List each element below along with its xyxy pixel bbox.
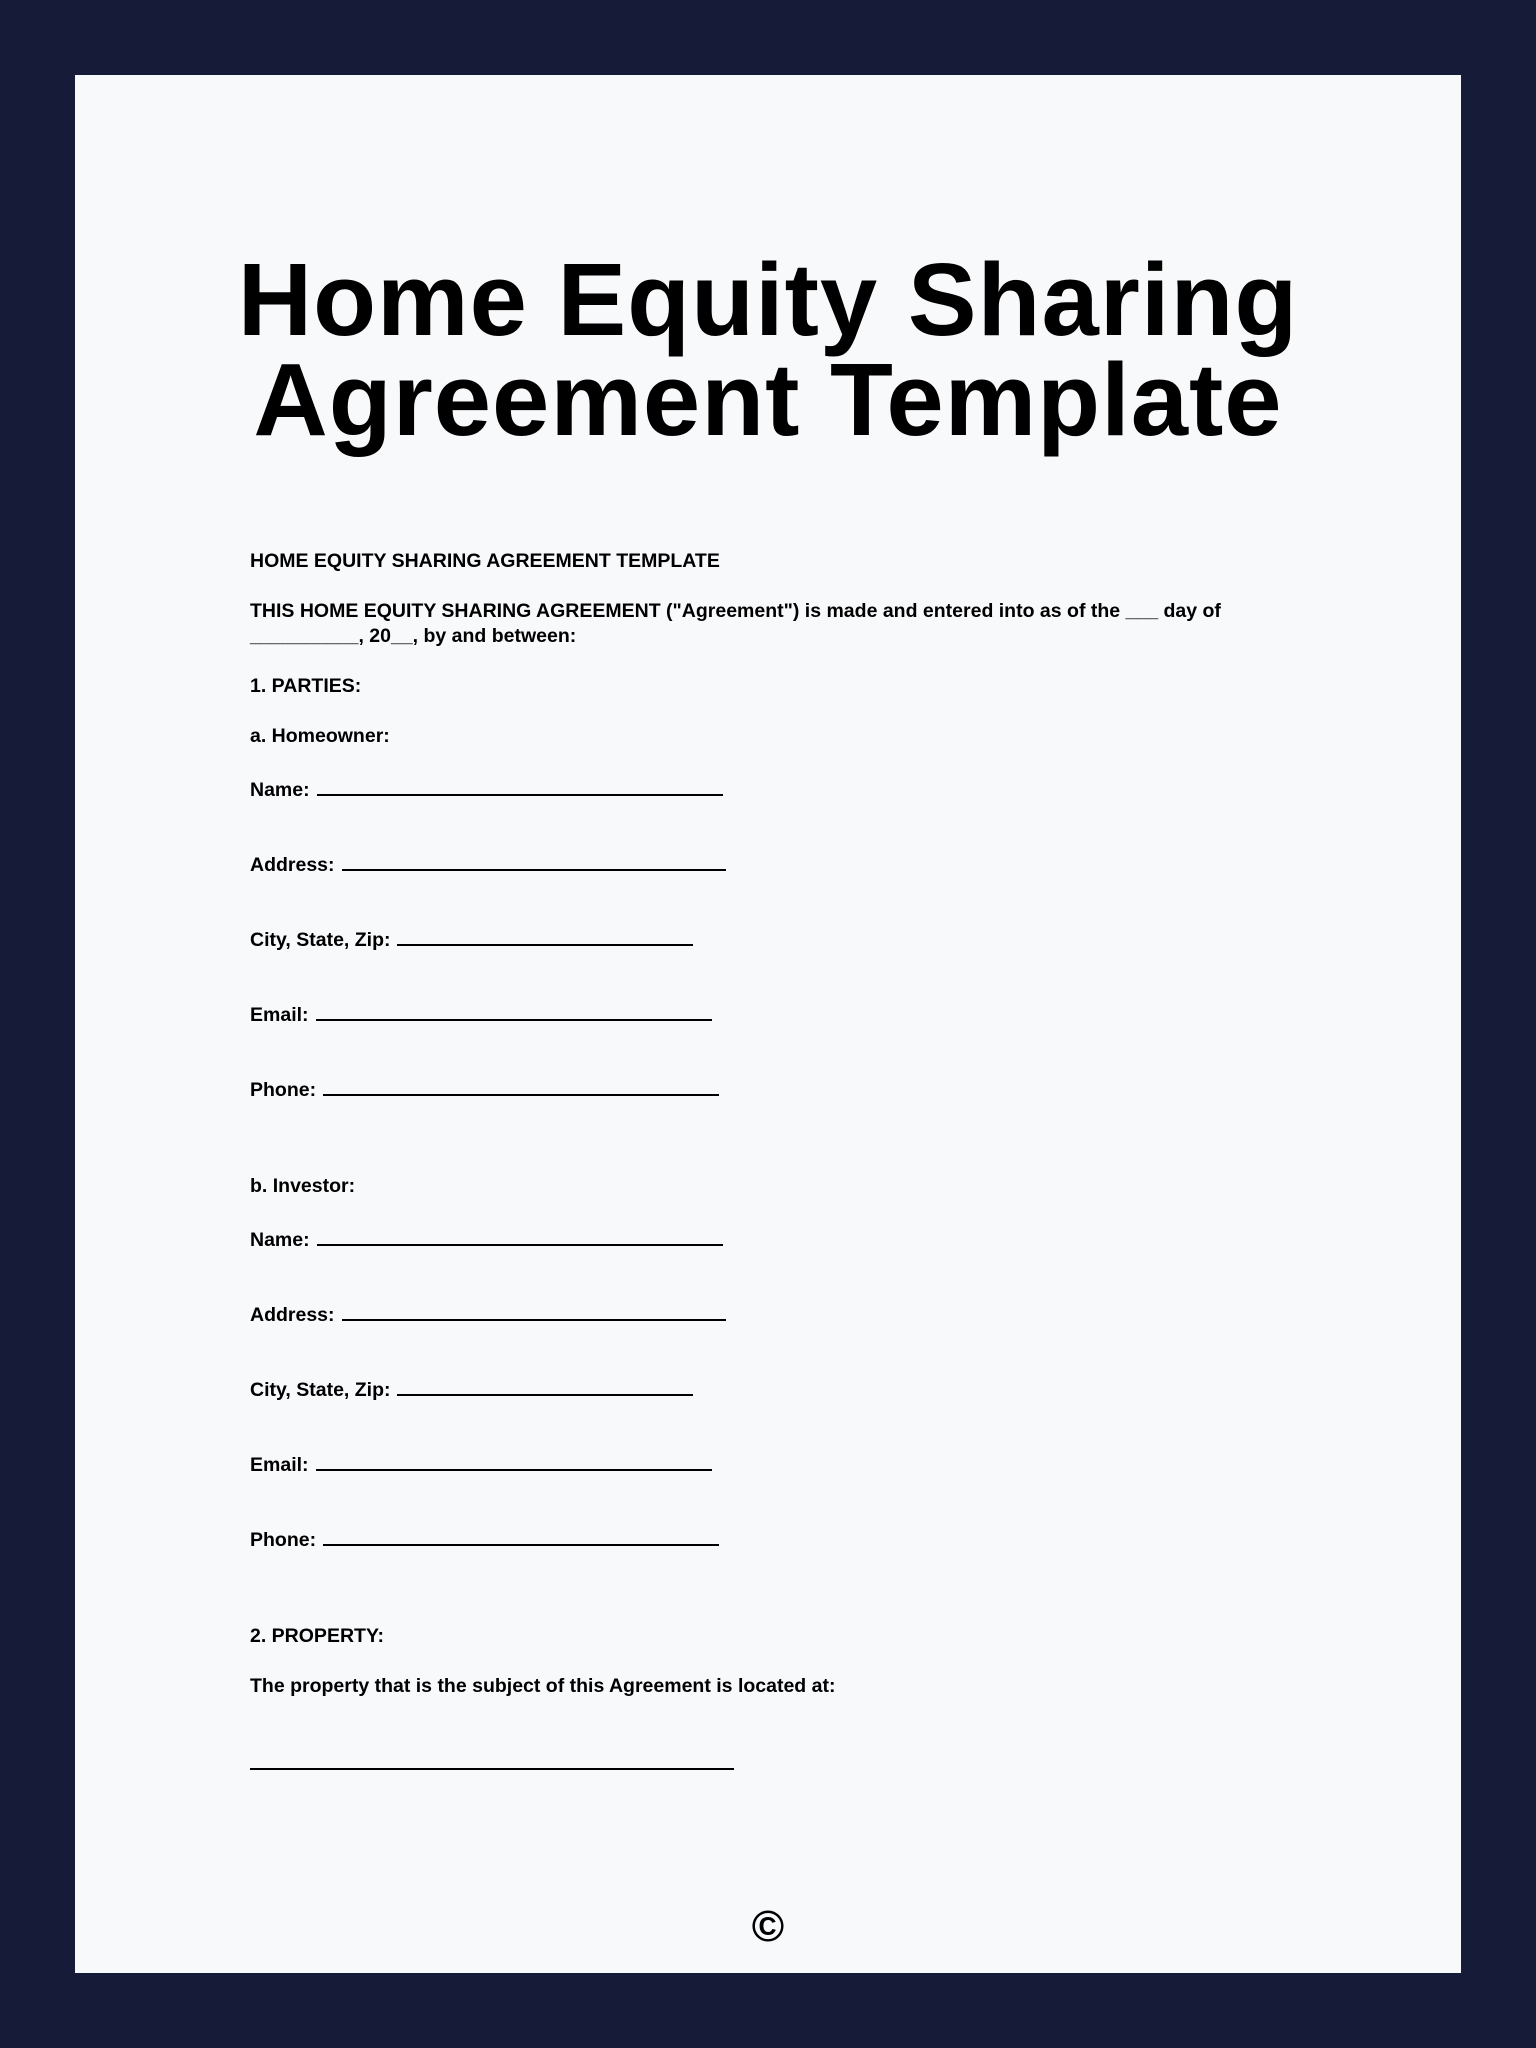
section-1-heading: 1. PARTIES:: [250, 675, 362, 697]
title-line-2: Agreement Template: [253, 342, 1283, 457]
investor-phone-field[interactable]: [250, 1524, 719, 1553]
investor-address-line[interactable]: [342, 1299, 726, 1321]
investor-name-line[interactable]: [317, 1224, 723, 1246]
homeowner-email-label: Email:: [250, 1004, 309, 1026]
property-address-line[interactable]: [250, 1768, 734, 1770]
investor-email-label: Email:: [250, 1454, 309, 1476]
document-title: [75, 242, 1461, 457]
investor-city-line[interactable]: [397, 1374, 693, 1396]
title-line-1: Home Equity Sharing: [237, 242, 1299, 357]
homeowner-label: a. Homeowner:: [250, 725, 390, 747]
investor-label: b. Investor:: [250, 1175, 356, 1197]
investor-address-label: Address:: [250, 1304, 335, 1326]
investor-name-label: Name:: [250, 1229, 310, 1251]
homeowner-address-field[interactable]: [250, 849, 726, 878]
homeowner-address-label: Address:: [250, 854, 335, 876]
homeowner-name-label: Name:: [250, 779, 310, 801]
investor-city-label: City, State, Zip:: [250, 1379, 391, 1401]
homeowner-city-field[interactable]: [250, 924, 693, 953]
document-heading: HOME EQUITY SHARING AGREEMENT TEMPLATE: [250, 550, 720, 572]
homeowner-city-line[interactable]: [397, 924, 693, 946]
homeowner-name-line[interactable]: [317, 774, 723, 796]
investor-email-line[interactable]: [316, 1449, 712, 1471]
homeowner-phone-field[interactable]: [250, 1074, 719, 1103]
document-page: [75, 75, 1461, 1973]
copyright-icon: ©: [751, 1902, 785, 1951]
property-text: The property that is the subject of this Agreement is located at:: [250, 1675, 836, 1697]
section-2-heading: 2. PROPERTY:: [250, 1625, 384, 1647]
homeowner-email-field[interactable]: [250, 999, 712, 1028]
homeowner-city-label: City, State, Zip:: [250, 929, 391, 951]
intro-line-2: __________, 20__, by and between:: [250, 625, 577, 647]
investor-phone-line[interactable]: [323, 1524, 719, 1546]
investor-city-field[interactable]: [250, 1374, 693, 1403]
homeowner-phone-line[interactable]: [323, 1074, 719, 1096]
investor-phone-label: Phone:: [250, 1529, 317, 1551]
homeowner-email-line[interactable]: [316, 999, 712, 1021]
homeowner-address-line[interactable]: [342, 849, 726, 871]
homeowner-name-field[interactable]: [250, 774, 723, 803]
homeowner-phone-label: Phone:: [250, 1079, 317, 1101]
intro-line-1: THIS HOME EQUITY SHARING AGREEMENT ("Agreement") is made and entered into as of the ___ day of: [250, 600, 1221, 622]
investor-name-field[interactable]: [250, 1224, 723, 1253]
investor-address-field[interactable]: [250, 1299, 726, 1328]
investor-email-field[interactable]: [250, 1449, 712, 1478]
